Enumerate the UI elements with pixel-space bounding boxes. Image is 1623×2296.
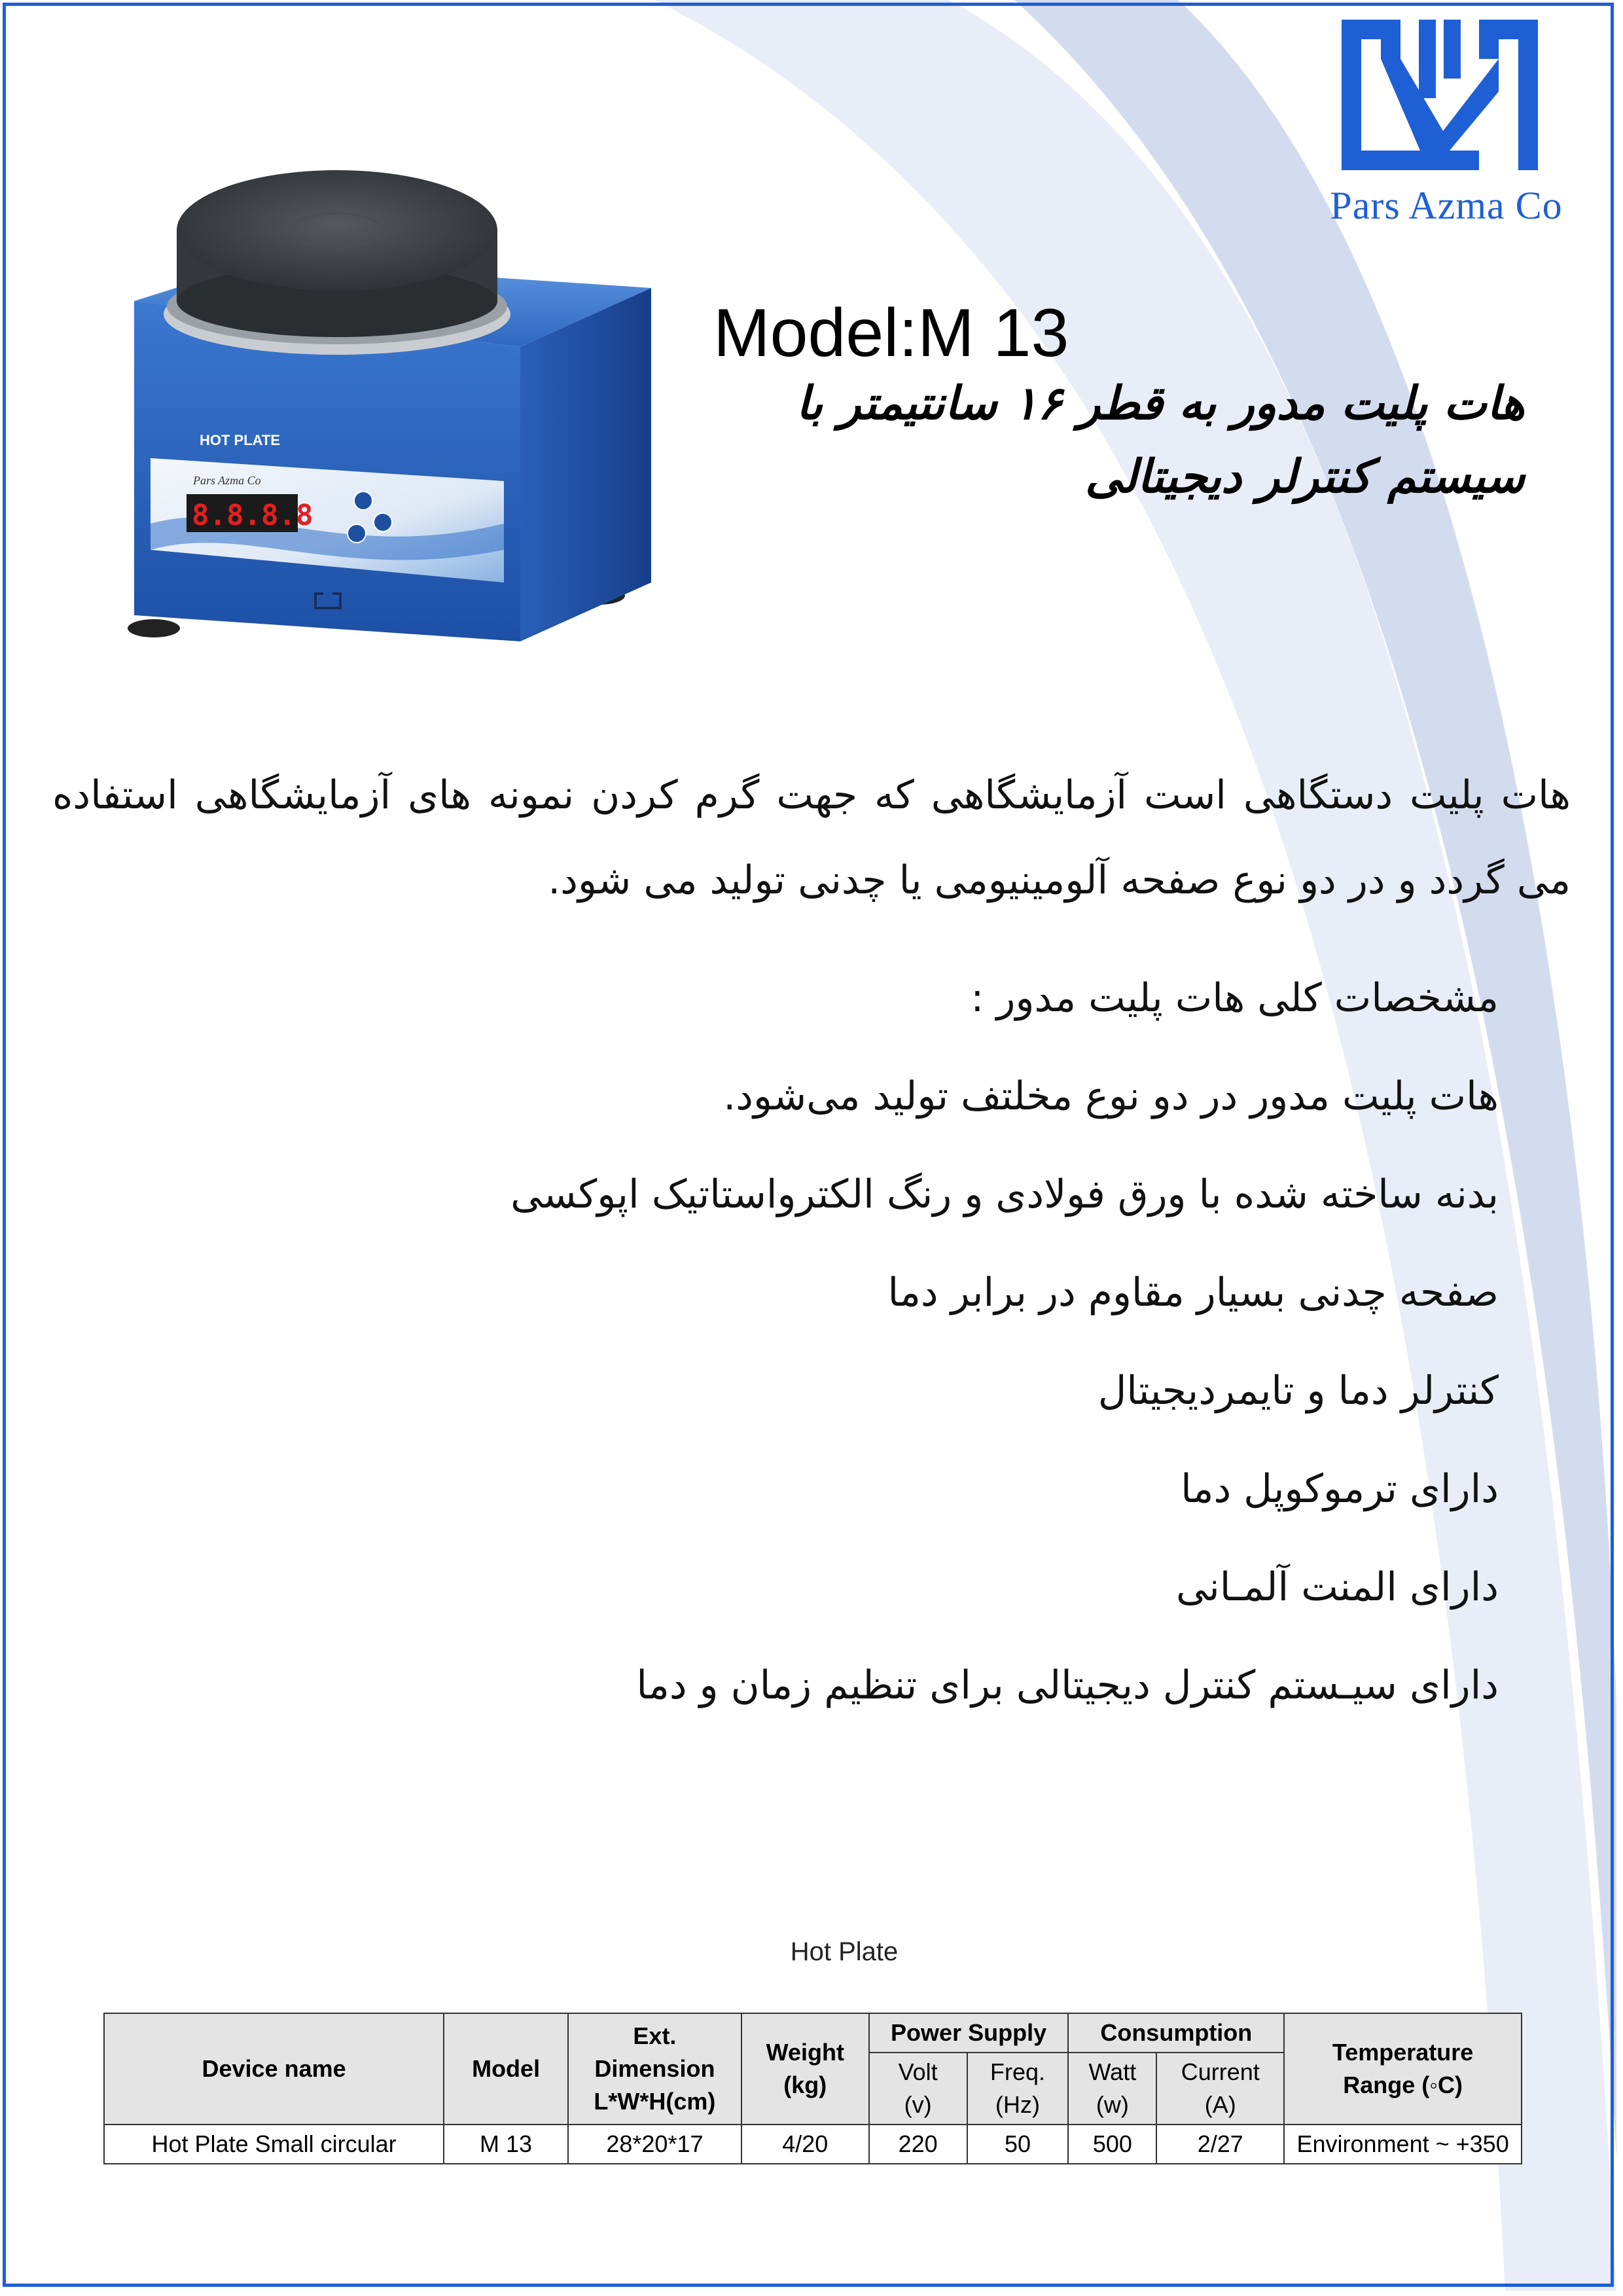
header-dimension-line-3: L*W*H(cm) bbox=[594, 2088, 716, 2115]
table-header-row bbox=[104, 2013, 1522, 2053]
header-weight-line-1: Weight bbox=[766, 2039, 844, 2066]
cell-model: M 13 bbox=[444, 2125, 568, 2164]
specs-list bbox=[124, 956, 1499, 1741]
header-dimension-line-2: Dimension bbox=[594, 2055, 715, 2082]
table-caption: Hot Plate bbox=[790, 1937, 899, 1966]
spec-item: دارای سیـستم کنترل دیجیتالی برای تنظیم زمان و دما bbox=[636, 1662, 1499, 1708]
product-image bbox=[115, 157, 671, 657]
spec-item: بدنه ساخته شده با ورق فولادی و رنگ الکترواستاتیک اپوکسی bbox=[510, 1172, 1499, 1217]
hot-plate-device-icon bbox=[115, 157, 671, 655]
header-freq bbox=[967, 2053, 1069, 2125]
header-current-line-1: Current bbox=[1181, 2058, 1260, 2085]
company-name: Pars Azma Co bbox=[1330, 184, 1563, 227]
display-readout: 8.8.8.8 bbox=[192, 499, 313, 532]
header-freq-line-2: (Hz) bbox=[995, 2091, 1040, 2118]
header-consumption: Consumption bbox=[1068, 2013, 1284, 2053]
table-row bbox=[104, 2125, 1522, 2164]
cell-weight: 4/20 bbox=[741, 2125, 869, 2164]
spec-item: کنترلر دما و تایمردیجیتال bbox=[1097, 1368, 1499, 1414]
header-current bbox=[1156, 2053, 1284, 2125]
header-freq-line-1: Freq. bbox=[990, 2058, 1045, 2085]
header-temperature-line-2: Range (◦C) bbox=[1343, 2072, 1463, 2098]
header-watt-line-2: (w) bbox=[1096, 2091, 1129, 2118]
company-logo bbox=[1330, 20, 1563, 242]
spec-item: هات پلیت مدور در دو نوع مخلتف تولید می‌شود. bbox=[723, 1073, 1499, 1119]
model-title: Model:M 13 bbox=[713, 295, 1069, 371]
header-volt bbox=[869, 2053, 967, 2125]
panel-brand: Pars Azma Co bbox=[193, 474, 261, 487]
cell-watt: 500 bbox=[1068, 2125, 1156, 2164]
cell-freq: 50 bbox=[967, 2125, 1069, 2164]
cell-device-name: Hot Plate Small circular bbox=[104, 2125, 444, 2164]
spec-item: صفحه چدنی بسیار مقاوم در برابر دما bbox=[887, 1270, 1499, 1316]
header-device-name: Device name bbox=[104, 2013, 444, 2125]
product-title-line-1: هات پلیت مدور به قطر ۱۶ سانتیمتر با bbox=[796, 376, 1525, 430]
header-weight bbox=[741, 2013, 869, 2125]
header-dimension-line-1: Ext. bbox=[633, 2022, 677, 2049]
header-watt-line-1: Watt bbox=[1088, 2058, 1137, 2085]
header-temperature-range bbox=[1284, 2013, 1522, 2125]
header-watt bbox=[1068, 2053, 1156, 2125]
cell-current: 2/27 bbox=[1156, 2125, 1284, 2164]
pars-azma-logo-icon bbox=[1342, 20, 1538, 177]
header-current-line-2: (A) bbox=[1204, 2091, 1236, 2118]
product-title-line-2: سیستم کنترلر دیجیتالی bbox=[1085, 450, 1525, 503]
intro-paragraph: هات پلیت دستگاهی است آزمایشگاهی که جهت گرم کردن نمونه های آزمایشگاهی استفاده می گردد و در دو نوع صفحه آلومینیومی یا چدنی تولید می شود. bbox=[52, 772, 1571, 903]
cell-dimension: 28*20*17 bbox=[568, 2125, 741, 2164]
device-label: HOT PLATE bbox=[200, 432, 281, 448]
header-model: Model bbox=[444, 2013, 568, 2125]
header-volt-line-2: (v) bbox=[904, 2091, 932, 2118]
spec-item: دارای ترموکوپل دما bbox=[1181, 1466, 1499, 1512]
header-volt-line-1: Volt bbox=[898, 2058, 938, 2085]
header-temperature-line-1: Temperature bbox=[1332, 2039, 1474, 2066]
spec-item: دارای المنت آلمـانی bbox=[1175, 1564, 1499, 1610]
cell-temperature-range: Environment ~ +350 bbox=[1284, 2125, 1522, 2164]
header-weight-line-2: (kg) bbox=[783, 2072, 827, 2098]
specifications-table bbox=[103, 2013, 1522, 2164]
cell-volt: 220 bbox=[869, 2125, 967, 2164]
specs-heading: مشخصات کلی هات پلیت مدور : bbox=[971, 975, 1499, 1021]
product-title-fa bbox=[641, 367, 1525, 513]
header-power-supply: Power Supply bbox=[869, 2013, 1069, 2053]
header-dimension bbox=[568, 2013, 741, 2125]
